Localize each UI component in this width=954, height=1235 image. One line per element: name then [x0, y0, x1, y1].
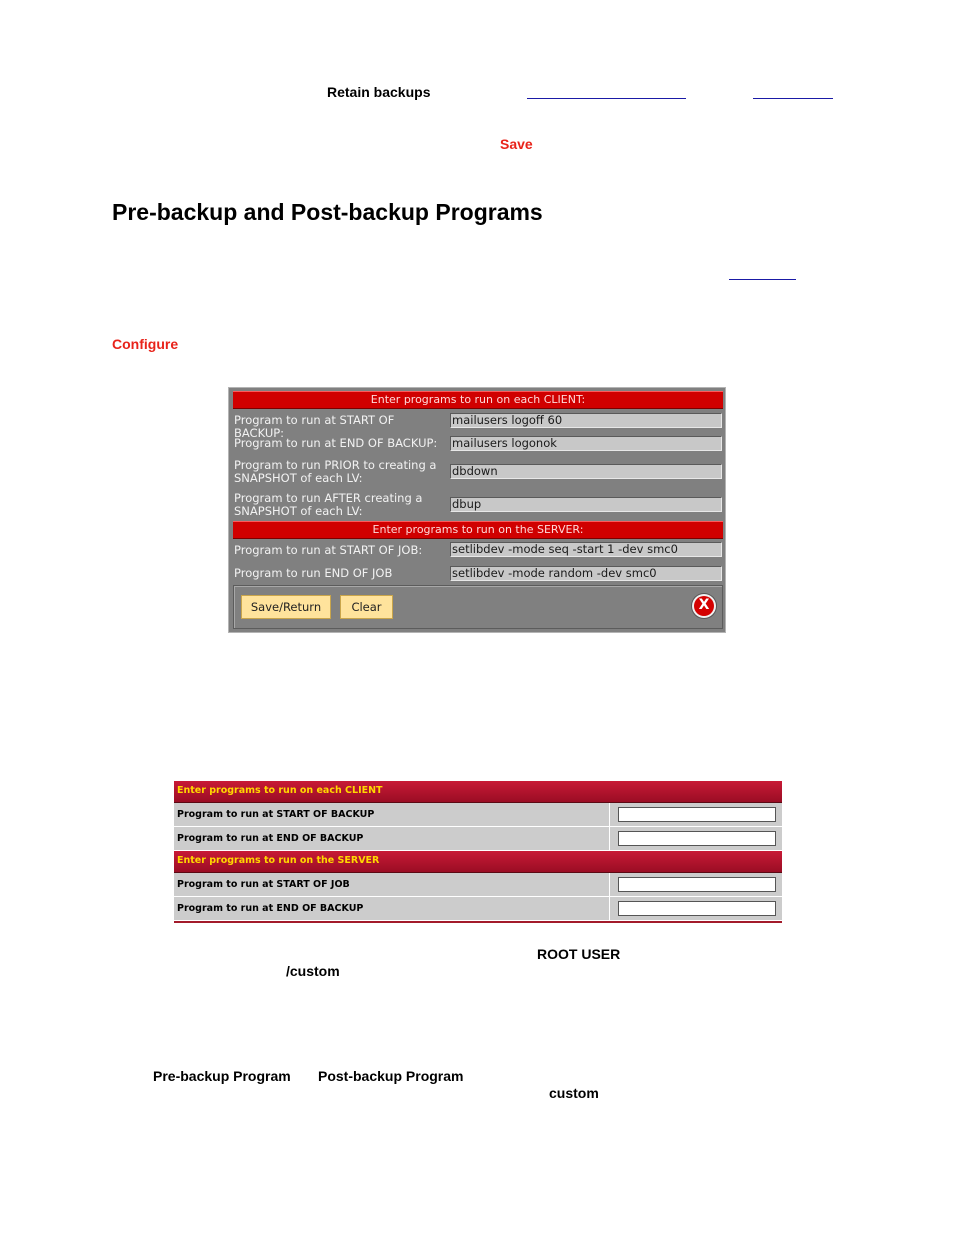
button-bar [233, 585, 723, 629]
field-label: Program to run at START OF BACKUP: [234, 413, 395, 440]
post-backup-program-text: Post-backup Program [318, 1068, 464, 1084]
custom-path-text: /custom [286, 963, 340, 979]
table-row [174, 873, 782, 897]
end-of-job-field[interactable] [618, 901, 776, 916]
start-of-job-field[interactable] [618, 877, 776, 892]
row-label: Program to run at START OF BACKUP [174, 803, 610, 826]
row-label: Program to run at END OF BACKUP [174, 897, 610, 920]
custom-text: custom [549, 1085, 599, 1101]
save-text: Save [500, 136, 533, 152]
server-header: Enter programs to run on the SERVER: [233, 521, 723, 539]
start-of-backup-field[interactable] [618, 807, 776, 822]
section-heading: Pre-backup and Post-backup Programs [112, 199, 543, 225]
save-return-button[interactable]: Save/Return [241, 595, 331, 619]
field-label: Program to run at START OF JOB: [234, 543, 423, 557]
close-icon[interactable]: X [694, 596, 714, 616]
retain-backups-label: Retain backups [327, 84, 431, 100]
row-label: Program to run at START OF JOB [174, 873, 610, 896]
configure-text: Configure [112, 336, 179, 352]
client-header: Enter programs to run on each CLIENT: [233, 391, 723, 409]
start-of-job-input[interactable]: setlibdev -mode seq -start 1 -dev smc0 [450, 542, 722, 557]
pre-backup-program-text: Pre-backup Program [153, 1068, 291, 1084]
field-label: Program to run PRIOR to creating a SNAPSHOT of each LV: [234, 458, 437, 485]
server-section-header: Enter programs to run on the SERVER [174, 851, 782, 873]
programs-dialog [228, 387, 726, 633]
link-underline[interactable] [753, 98, 833, 99]
client-section-header: Enter programs to run on each CLIENT [174, 781, 782, 803]
end-of-backup-input[interactable]: mailusers logonok [450, 436, 722, 451]
row-label: Program to run at END OF BACKUP [174, 827, 610, 850]
programs-table [174, 781, 782, 923]
table-row [174, 827, 782, 851]
field-label: Program to run END OF JOB [234, 566, 393, 580]
field-label: Program to run at END OF BACKUP: [234, 436, 438, 450]
link-underline[interactable] [527, 98, 686, 99]
table-row [174, 897, 782, 921]
link-underline[interactable] [729, 279, 796, 280]
root-user-text: ROOT USER [537, 946, 621, 962]
field-label: Program to run AFTER creating a SNAPSHOT of each LV: [234, 491, 423, 518]
start-of-backup-input[interactable]: mailusers logoff 60 [450, 413, 722, 428]
table-row [174, 803, 782, 827]
end-of-job-input[interactable]: setlibdev -mode random -dev smc0 [450, 566, 722, 581]
prior-snapshot-input[interactable]: dbdown [450, 464, 722, 479]
after-snapshot-input[interactable]: dbup [450, 497, 722, 512]
end-of-backup-field[interactable] [618, 831, 776, 846]
clear-button[interactable]: Clear [340, 595, 393, 619]
